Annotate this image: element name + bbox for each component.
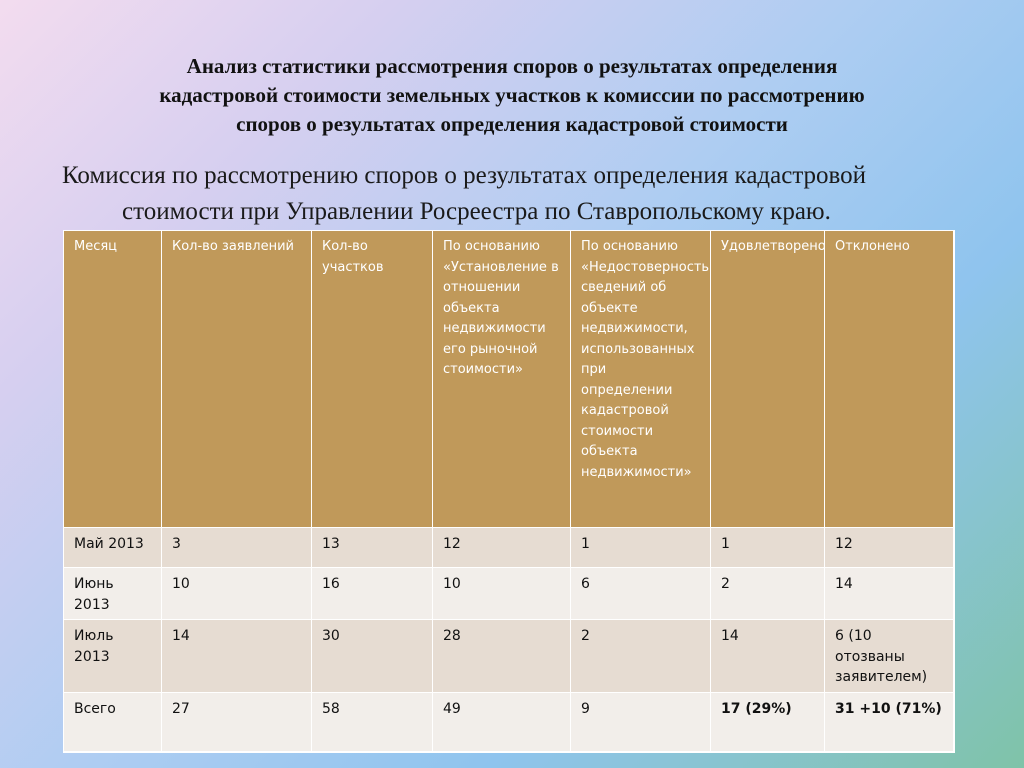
cell-inaccurate-data-basis: 2: [571, 620, 711, 693]
cell-rejected: 14: [825, 568, 954, 620]
cell-market-value-basis: 12: [433, 528, 571, 568]
cell-market-value-basis: 28: [433, 620, 571, 693]
cell-month: Июнь 2013: [64, 568, 162, 620]
header-satisfied: Удовлетворено: [711, 231, 825, 528]
table-row: [64, 528, 954, 568]
cell-plots: 13: [312, 528, 433, 568]
table-row: [64, 568, 954, 620]
cell-satisfied: 14: [711, 620, 825, 693]
cell-month: Всего: [64, 692, 162, 752]
header-rejected: Отклонено: [825, 231, 954, 528]
header-month: Месяц: [64, 231, 162, 528]
subtitle-line-2: стоимости при Управлении Росреестра по Ставропольскому краю.: [122, 198, 831, 225]
cell-applications: 10: [162, 568, 312, 620]
cell-inaccurate-data-basis: 1: [571, 528, 711, 568]
cell-plots: 58: [312, 692, 433, 752]
table-header-row: [64, 231, 954, 528]
cell-plots: 16: [312, 568, 433, 620]
cell-inaccurate-data-basis: 9: [571, 692, 711, 752]
cell-month: Май 2013: [64, 528, 162, 568]
subtitle-line-1: Комиссия по рассмотрению споров о результатах определения кадастровой: [62, 162, 867, 189]
cell-satisfied: 17 (29%): [711, 692, 825, 752]
cell-rejected: 12: [825, 528, 954, 568]
header-applications: Кол-во заявлений: [162, 231, 312, 528]
cell-plots: 30: [312, 620, 433, 693]
cell-applications: 3: [162, 528, 312, 568]
cell-rejected: 31 +10 (71%): [825, 692, 954, 752]
slide-subtitle: [62, 158, 1002, 230]
header-market-value-basis: По основанию «Установление в отношении объекта недвижимости его рыночной стоимости»: [433, 231, 571, 528]
cell-satisfied: 1: [711, 528, 825, 568]
table-row-total: [64, 692, 954, 752]
title-line-3: споров о результатах определения кадастровой стоимости: [236, 112, 788, 136]
cell-month: Июль 2013: [64, 620, 162, 693]
table-row: [64, 620, 954, 693]
cell-satisfied: 2: [711, 568, 825, 620]
cell-market-value-basis: 49: [433, 692, 571, 752]
header-inaccurate-data-basis: По основанию «Недостоверность сведений об объекте недвижимости, использованных при определении кадастровой стоимости объекта недвижимости»: [571, 231, 711, 528]
title-line-1: Анализ статистики рассмотрения споров о результатах определения: [186, 54, 838, 78]
header-plots: Кол-во участков: [312, 231, 433, 528]
cell-applications: 14: [162, 620, 312, 693]
title-line-2: кадастровой стоимости земельных участков к комиссии по рассмотрению: [159, 83, 865, 107]
statistics-table: [63, 230, 955, 753]
slide-title: [60, 52, 964, 139]
cell-rejected: 6 (10 отозваны заявителем): [825, 620, 954, 693]
cell-applications: 27: [162, 692, 312, 752]
cell-market-value-basis: 10: [433, 568, 571, 620]
cell-inaccurate-data-basis: 6: [571, 568, 711, 620]
